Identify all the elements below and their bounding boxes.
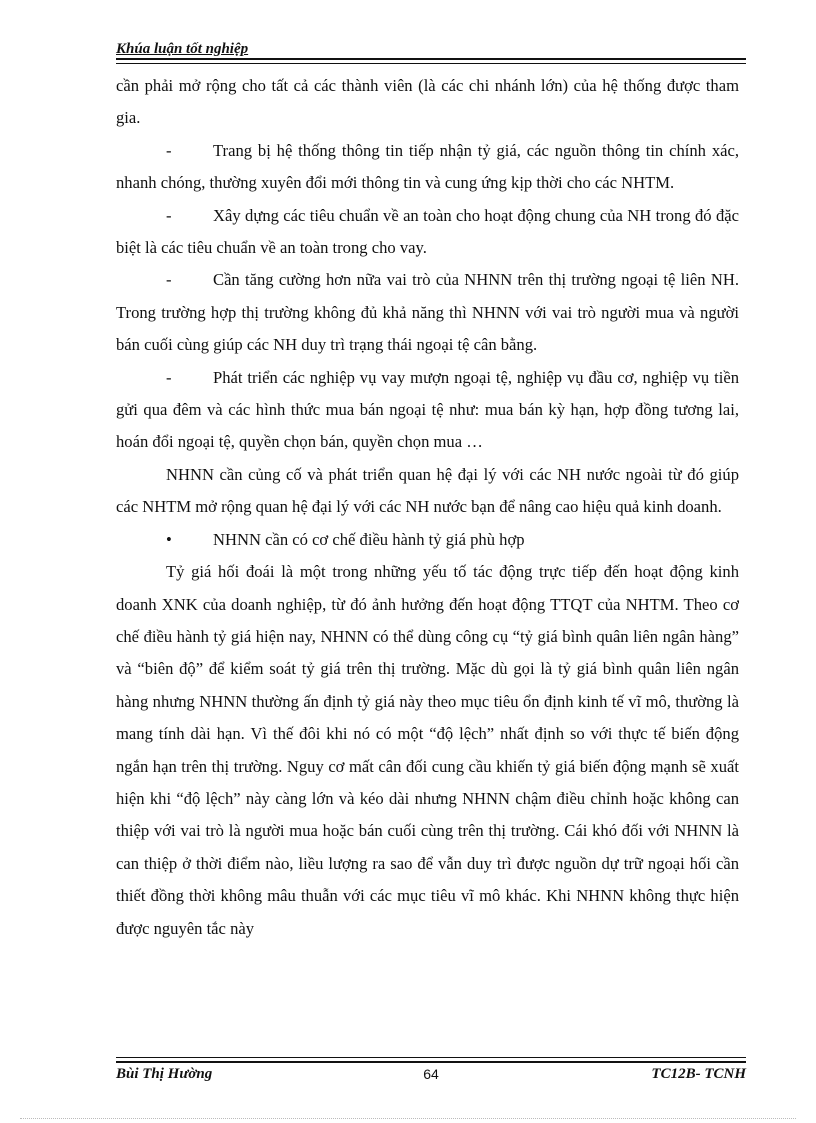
header-rule — [116, 58, 746, 64]
footer-page-number: 64 — [423, 1066, 439, 1082]
dash-item-text: Trang bị hệ thống thông tin tiếp nhận tỷ giá, các nguồn thông tin chính xác, nhanh chóng, thường xuyên đổi mới thông tin và cung ứng kịp thời cho các NHTM. — [116, 140, 739, 193]
footer-class-code: TC12B- TCNH — [651, 1066, 746, 1082]
document-body — [116, 70, 739, 1047]
dash-item-text: Xây dựng các tiêu chuẩn về an toàn cho hoạt động chung của NH trong đó đặc biệt là các tiêu chuẩn về an toàn trong cho vay. — [116, 205, 739, 258]
bullet-heading-text: NHNN cần có cơ chế điều hành tỷ giá phù hợp — [213, 529, 525, 549]
page-footer — [116, 1066, 746, 1086]
paragraph-indented: NHNN cần củng cố và phát triển quan hệ đại lý với các NH nước ngoài từ đó giúp các NHTM mở rộng quan hệ đại lý với các NH nước bạn để nâng cao hiệu quả kinh doanh. — [116, 464, 739, 517]
dash-marker: - — [166, 205, 172, 225]
dash-marker: - — [166, 367, 172, 387]
page-header-title: Khúa luận tốt nghiệp — [116, 41, 249, 57]
page-edge-divider — [20, 1118, 796, 1119]
dash-item-text: Phát triển các nghiệp vụ vay mượn ngoại tệ, nghiệp vụ đầu cơ, nghiệp vụ tiền gửi qua đêm và các hình thức mua bán ngoại tệ như: mua bán kỳ hạn, hợp đồng tương lai, hoán đổi ngoại tệ, quyền chọn bán, quyền chọn mua … — [116, 367, 739, 452]
dash-item-text: Cần tăng cường hơn nữa vai trò của NHNN trên thị trường ngoại tệ liên NH. Trong trường hợp thị trường không đủ khả năng thì NHNN với vai trò người mua và người bán cuối cùng giúp các NH duy trì trạng thái ngoại tệ cân bằng. — [116, 270, 739, 355]
dash-list-item — [116, 135, 739, 200]
dash-marker: - — [166, 270, 172, 290]
bullet-marker: • — [166, 529, 172, 549]
footer-rule — [116, 1057, 746, 1063]
dash-marker: - — [166, 140, 172, 160]
bullet-heading — [116, 524, 739, 556]
footer-author: Bùi Thị Hường — [116, 1066, 213, 1082]
dash-list-item — [116, 362, 739, 459]
paragraph-indented: Tỷ giá hối đoái là một trong những yếu tố tác động trực tiếp đến hoạt động kinh doanh XNK của doanh nghiệp, từ đó ảnh hưởng đến hoạt động TTQT của NHTM. Theo cơ chế điều hành tỷ giá hiện nay, NHNN có thể dùng công cụ “tỷ giá bình quân liên ngân hàng” và “biên độ” để kiểm soát tỷ giá trên thị trường. Mặc dù gọi là tỷ giá bình quân liên ngân hàng nhưng NHNN thường ấn định tỷ giá này theo mục tiêu ổn định kinh tế vĩ mô, thường là mang tính dài hạn. Vì thế đôi khi nó có một “độ lệch” nhất định so với thực tế biến động ngắn hạn trên thị trường. Nguy cơ mất cân đối cung cầu khiến tỷ giá biến động mạnh sẽ xuất hiện khi “độ lệch” này càng lớn và kéo dài nhưng NHNN chậm điều chỉnh hoặc không can thiệp với vai trò là người mua hoặc bán cuối cùng trên thị trường. Cái khó đối với NHNN là can thiệp ở thời điểm nào, liều lượng ra sao để vẫn duy trì được nguồn dự trữ ngoại hối cần thiết đồng thời không mâu thuẫn với các mục tiêu vĩ mô khác. Khi NHNN không thực hiện được nguyên tắc này — [116, 562, 739, 938]
dash-list-item — [116, 264, 739, 361]
paragraph-continuation: cần phải mở rộng cho tất cả các thành viên (là các chi nhánh lớn) của hệ thống được tham gia. — [116, 76, 739, 128]
dash-list-item — [116, 200, 739, 265]
